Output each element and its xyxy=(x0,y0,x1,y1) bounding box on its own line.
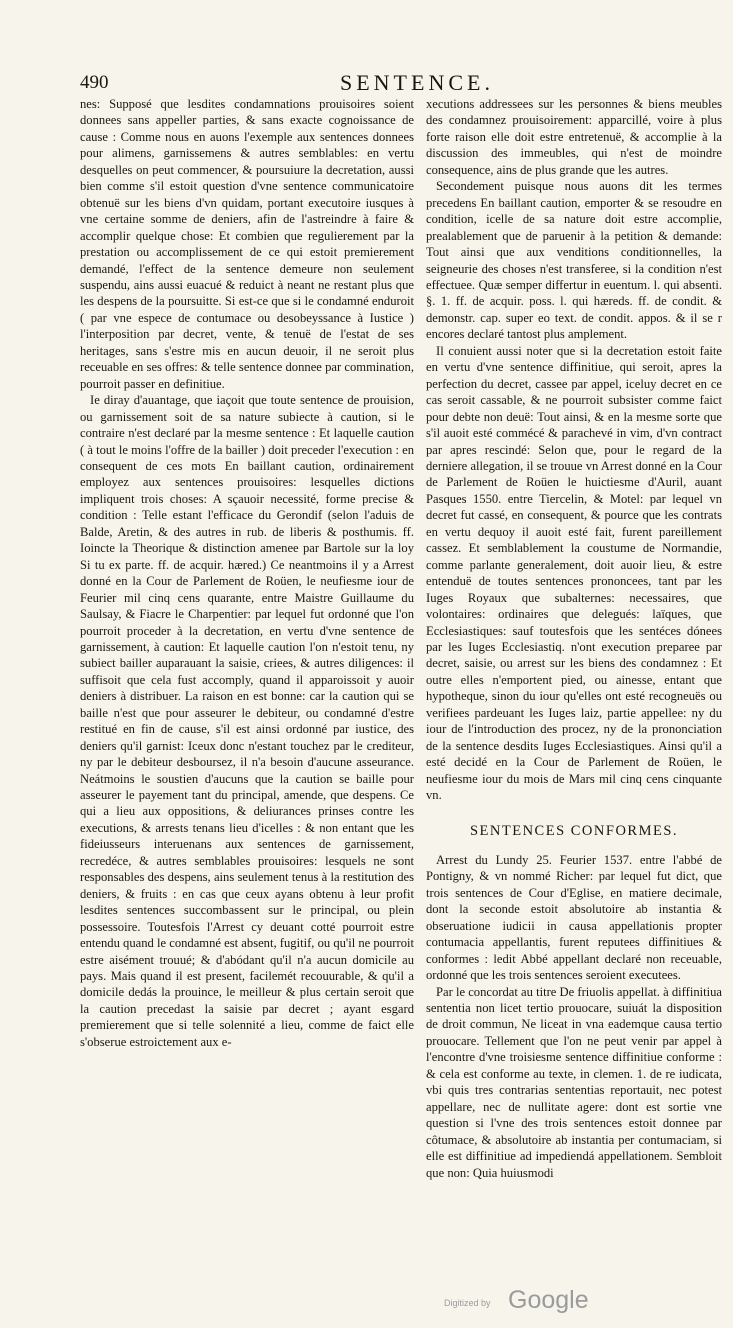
left-column xyxy=(80,96,414,1050)
right-column xyxy=(426,96,722,1181)
digitized-by-text: Digitized by xyxy=(444,1298,491,1308)
paragraph: Arrest du Lundy 25. Feurier 1537. entre l'abbé de Pontigny, & vn nommé Richer: par lequel fut dict, que trois sentences de Cour d'Eglise, en matiere decimale, dont la seconde estoit absolutoire ab instantia & obseruatione iudicii in causa appellationis propter contumacia appellantis, furent reputees diffinitiues & conformes : ledit Abbé appellant declaré non receuable, ordonné que les trois sentences seroient executees. xyxy=(426,852,722,983)
running-title: SENTENCE. xyxy=(340,70,494,95)
page-number: 490 xyxy=(80,72,109,93)
paragraph: Ie diray d'auantage, que iaçoit que toute sentence de prouision, ou garnissement soit de sa nature subiecte à caution, si le contraire n'est declaré par la mesme sentence : Et laquelle caution ( à tout le moins l'offre de la bailler ) doit preceder l'execution : en consequent de ces mots En baillant caution, ordinairement employez aux sentences prouisoires: lesquelles dictions impliquent trois choses: A sçauoir necessité, forme precise & condition : Telle estant l'efficace du Gerondif (selon l'aduis de Balde, Aretin, & des autres in rub. de liberis & posthumis. ff. Ioincte la Theorique & distinction amenee par Bartole sur la loy Si tu ex parte. ff. de acquir. hæred.) Ce neantmoins il y a Arrest donné en la Cour de Parlement de Roüen, le neufiesme iour de Feurier mil cinq cens quarante, entre Maistre Guillaume du Saulsay, & Fiacre le Charpentier: par lequel fut ordonné que l'on pourroit proceder à la decretation, en vertu d'vne sentence de garnissement, à caution: Et laquelle caution l'on n'estoit tenu, ny subiect bailler auparauant la saisie, criees, & autres diligences: il suffisoit que cela fust accomply, quand il apparoissoit y auoir deniers à distribuer. La raison en est bonne: car la caution qui se baille n'est que pour asseurer le debiteur, ou condamné d'estre restitué en fin de cause, s'il est ainsi ordonné par iustice, des deniers qu'il garnist: Iceux donc n'estant touchez par le crediteur, ny par le debiteur desboursez, il n'a besoin d'aucune asseurance. Neátmoins le soustien d'aucuns que la caution se baille pour asseurer le payement tant du principal, amende, que despens. Ce qui a lieu aux oppositions, & deliurances prinses contre les executions, & arrests tenans lieu d'icelles : & non entant que les fideiusseurs interuenans aux sentences de garnissement, recredéce, & autres semblables prouisoires: lesquels ne sont responsables des despens, ains seulement tenus à la restitution des deniers, & fruits : en cas que ceux ayans obtenu à leur profit lesdites sentences succombassent sur le principal, ou plein possessoire. Toutesfois l'Arrest cy deuant cotté pourroit estre entendu quand le condamné est absent, fugitif, ou qu'il ne pourroit estre aisément trouué; & d'abódant qu'il n'a aucun domicile au pays. Mais quand il est present, facilemét recouurable, & qu'il a domicile dedás la prouince, le meilleur & plus certain seroit que la caution precedast la saisie par decret ; ayant esgard premierement que si telle solennité a lieu, comme de faict elle s'obserue estroictement aux e- xyxy=(80,393,414,1049)
paragraph: Par le concordat au titre De friuolis appellat. à diffinitiua sententia non licet tertio prouocare, suiuát la disposition de droit commun, Ne liceat in vna eademque causa tertio prouocare. Tellement que l'on ne peut venir par appel à l'encontre d'vne troisiesme sentence diffinitiue conforme : & cela est conforme au texte, in clemen. 1. de re iudicata, vbi quis tres contrarias sententias reportauit, nec potest appellare, nec de nullitate agere: dont est sortie vne question si l'vne des trois sentences estoit donnee par côtumace, & absolutoire ab instantia per contumaciam, si elle est diffinitiue ad impediendá appellationem. Sembloit que non: Quia huiusmodi xyxy=(426,984,722,1180)
paragraph: xecutions addressees sur les personnes & biens meubles des condamnez prouisoirement: apparcillé, voire à plus forte raison elle doit estre entretenuë, & accomplie à la discussion des immeubles, qui n'est de moindre consequence, ains de plus grande que les autres. xyxy=(426,97,722,177)
page-header xyxy=(80,70,720,96)
digitization-watermark xyxy=(444,1288,624,1316)
paragraph: Secondement puisque nous auons dit les termes precedens En baillant caution, emporter & se resoudre en condition, icelle de sa nature doit estre accomplie, prealablement que de paruenir à la petition & demande: Tout ainsi que aux venditions conditionnelles, la seigneurie des choses n'est transferee, si la condition n'est effectuee. Quæ semper differtur in euentum. l. qui absenti. §. 1. ff. de acquir. poss. l. qui hæreds. ff. de condit. & demonstr. cap. super eo text. de condit. appos. & il se r encores declaré tantost plus amplement. xyxy=(426,179,722,342)
paragraph: Il conuient aussi noter que si la decretation estoit faite en vertu d'vne sentence diffinitiue, qui seroit, apres la perfection du decret, cassee par appel, iceluy decret en ce cas seroit cassable, & ne pourroit subsister comme faict pour debte non deuë: Tout ainsi, & en la mesme sorte que s'il auoit esté commécé & parachevé in vim, d'vn contract par apres rescindé: Selon que, pour le regard de la derniere allegation, il se trouue vn Arrest donné en la Cour de Parlement de Roüen le huictiesme d'Auril, auant Pasques 1550. entre Tiercelin, & Motel: par lequel vn decret fut cassé, en consequent, & pource que les contrats en vertu dequoy il auoit esté fait, furent pareillement cassez. Et semblablement la coustume de Normandie, comme parlante generalement, doit auoir lieu, & estre entenduë de toutes sentences prononcees, tant par les Iuges Royaux que subalternes: necessaires, que volontaires: ordinaires que delegués: laïques, que Ecclesiastiques: sauf toutesfois que les sentéces dónees par les Iuges Ecclesiastiq. n'ont execution preparee par decret, saisie, ou arrest sur les biens des condamnez : Et outre elles n'emportent pied, ou ainesse, entant que hypotheque, sinon du iour qu'elles ont esté recogneuës ou verifiees pardeuant les Iuges laiz, partie appellee: ny du iour de l'introduction des procez, ny de la prononciation de la sentence desdits Iuges Ecclesiastiques. Ainsi qu'il a esté decidé en la Cour de Parlement de Roüen, le neufiesme iour du mois de Mars mil cinq cens cinquante vn. xyxy=(426,343,722,803)
section-title: SENTENCES CONFORMES. xyxy=(469,823,679,840)
paragraph: nes: Supposé que lesdites condamnations prouisoires soient donnees sans appeller parties, & sans exacte cognoissance de cause : Comme nous en auons l'exemple aux sentences donnees pour alimens, garnissemens & autres semblables: en vertu desquelles on peut commencer, & poursuiure la decretation, aussi bien comme s'il estoit question d'vne sentence communicatoire obtenuë sur les biens d'vn quidam, portant executoire iusques à vne certaine somme de deniers, afin de l'astreindre à faire & accomplir quelque chose: Et combien que regulierement par la prestation ou accomplissement de ce qui estoit premierement demandé, l'effect de la sentence demeure non seulement suspendu, ains aussi euacué & reduict à neant ne restant plus que les despens de la poursuitte. Si est-ce que si le condamné enduroit ( par vne espece de contumace ou desobeyssance à Iustice ) l'interposition par decret, vente, & tenuë de l'estat de ses heritages, sans s'estre mis en aucun deuoir, il ne seroit plus receuable en ses offres: & telle sentence donnee par commination, pourroit passer en definitiue. xyxy=(80,97,414,391)
google-logo: Google xyxy=(508,1286,589,1314)
